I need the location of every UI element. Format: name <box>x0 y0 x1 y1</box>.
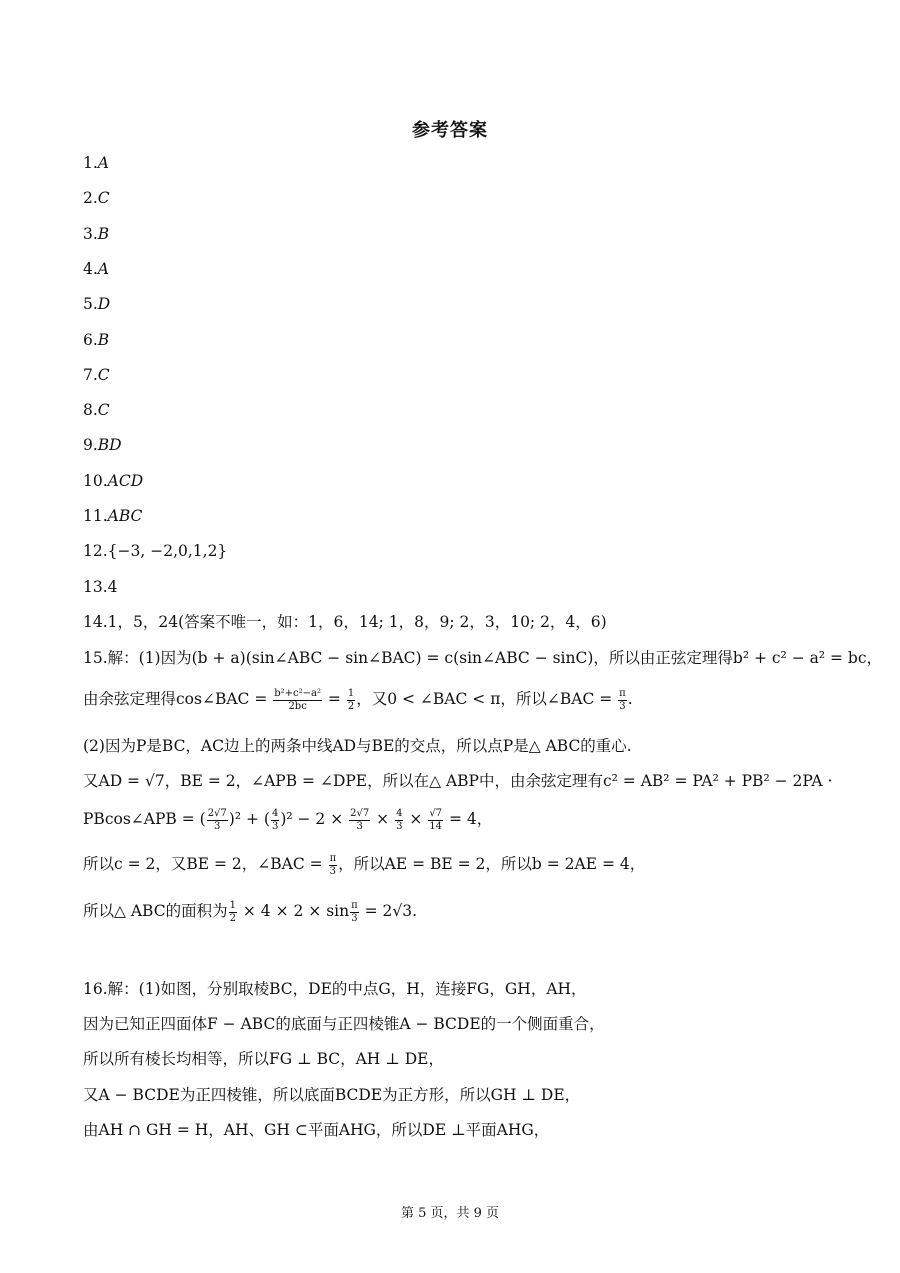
fraction: $\frac{4}{3}$ <box>271 808 279 832</box>
answer-number: 4. <box>83 260 98 278</box>
answer-number: 13. <box>83 578 108 596</box>
q15-text: 由余弦定理得cos∠BAC = <box>83 690 273 708</box>
answer-value: 4 <box>107 578 118 596</box>
answer-value: {−3, −2,0,1,2} <box>107 542 228 560</box>
q15-text: . <box>412 902 418 920</box>
answer-number: 5. <box>83 295 98 313</box>
answer-item <box>83 436 122 455</box>
fraction: $\frac{\pi}{3}$ <box>351 900 358 924</box>
q15-text: ，又0 < ∠BAC < π，所以∠BAC = <box>356 690 618 708</box>
answer-value: 1，5，24(答案不唯一，如：1，6，14; 1，8，9; 2，3，10; 2，4，6) <box>107 613 607 631</box>
q15-text: = <box>323 690 346 708</box>
fraction: $\frac{\pi}{3}$ <box>619 688 626 712</box>
sqrt-three: √3 <box>392 902 413 920</box>
q15-text: 所以△ ABC的面积为 <box>83 902 228 920</box>
q15-text: )² + ( <box>228 810 270 828</box>
page-title: 参考答案 <box>412 120 488 141</box>
q15-text: 又AD = <box>83 772 145 790</box>
answer-number: 14. <box>83 613 108 631</box>
fraction: $\frac{1}{2}$ <box>229 900 236 924</box>
q15-text: PBcos∠APB = ( <box>83 810 206 828</box>
answer-number: 2. <box>83 189 98 207</box>
q15-line-2 <box>83 688 633 712</box>
q15-line-4 <box>83 772 832 791</box>
answer-item <box>83 613 607 632</box>
answer-value: C <box>97 366 110 384</box>
q15-text: × 4 × 2 × sin <box>237 902 350 920</box>
q15-text: . <box>627 690 633 708</box>
q15-text: 所以c = 2，又BE = 2，∠BAC = <box>83 855 328 873</box>
q15-text: )² − 2 × <box>280 810 349 828</box>
answer-number: 6. <box>83 331 98 349</box>
answer-value: C <box>97 401 110 419</box>
fraction: $\frac{√7}{14}$ <box>429 808 443 832</box>
q16-line-5: 由AH ∩ GH = H，AH、GH ⊂平面AHG，所以DE ⊥平面AHG， <box>83 1121 550 1139</box>
answer-value: ABC <box>107 507 143 525</box>
answer-value: D <box>97 295 111 313</box>
answer-number: 8. <box>83 401 98 419</box>
answer-number: 1. <box>83 154 98 172</box>
q16-line-4: 又A − BCDE为正四棱锥，所以底面BCDE为正方形，所以GH ⊥ DE， <box>83 1086 581 1104</box>
q15-line-7 <box>83 900 417 924</box>
answer-value: BD <box>97 436 122 454</box>
answer-item <box>83 401 110 420</box>
answer-number: 7. <box>83 366 98 384</box>
q15-text: × <box>404 810 428 828</box>
answer-item <box>83 542 227 561</box>
answer-number: 9. <box>83 436 98 454</box>
answer-item <box>83 331 109 350</box>
answer-item <box>83 578 118 597</box>
answer-value: A <box>97 260 109 278</box>
answer-number: 3. <box>83 225 98 243</box>
q16-line-2: 因为已知正四面体F − ABC的底面与正四棱锥A − BCDE的一个侧面重合， <box>83 1015 605 1033</box>
sqrt-seven: √7 <box>144 772 165 790</box>
answer-value: A <box>97 154 109 172</box>
fraction: $\frac{\pi}{3}$ <box>329 853 337 877</box>
q15-text: = 2 <box>359 902 393 920</box>
q15-text: × <box>371 810 395 828</box>
answer-value: B <box>97 225 110 243</box>
answer-value: B <box>97 331 110 349</box>
q15-text: ，所以AE = BE = 2，所以b = 2AE = 4， <box>338 855 646 873</box>
q15-line-3: (2)因为P是BC，AC边上的两条中线AD与BE的交点，所以点P是△ ABC的重心. <box>83 737 632 755</box>
q15-line-6 <box>83 853 645 877</box>
answer-item <box>83 260 109 279</box>
q15-line-5 <box>83 808 492 832</box>
answer-number: 12. <box>83 542 108 560</box>
q15-text: = 4， <box>444 810 493 828</box>
fraction: $\frac{2√7}{3}$ <box>350 808 370 832</box>
answer-number: 10. <box>83 472 108 490</box>
answer-item <box>83 295 110 314</box>
fraction: $\frac{1}{2}$ <box>347 688 355 712</box>
answer-value: ACD <box>107 472 144 490</box>
answer-item <box>83 472 143 491</box>
answer-item <box>83 366 110 385</box>
q15-text: ，BE = 2，∠APB = ∠DPE，所以在△ ABP中，由余弦定理有c² = AB² = PA² + PB² − 2PA · <box>164 772 833 790</box>
answer-value: C <box>97 189 110 207</box>
fraction: $\frac{\text{b²+c²−a²}}{2bc}$ <box>274 688 321 712</box>
q16-line-3: 所以所有棱长均相等，所以FG ⊥ BC，AH ⊥ DE， <box>83 1050 444 1068</box>
answer-item <box>83 189 110 208</box>
q16-line-1: 16.解：(1)如图，分别取棱BC，DE的中点G，H，连接FG，GH，AH， <box>83 980 587 998</box>
fraction: $\frac{2√7}{3}$ <box>207 808 227 832</box>
answer-item <box>83 154 109 173</box>
fraction: $\frac{4}{3}$ <box>396 808 403 832</box>
page-footer: 第 5 页，共 9 页 <box>400 1206 500 1221</box>
q15-line-1: 15.解：(1)因为(b + a)(sin∠ABC − sin∠BAC) = c(sin∠ABC − sinC)，所以由正弦定理得b² + c² − a² = bc， <box>83 649 883 667</box>
answer-number: 11. <box>83 507 108 525</box>
answer-item <box>83 225 109 244</box>
answer-item <box>83 507 142 526</box>
